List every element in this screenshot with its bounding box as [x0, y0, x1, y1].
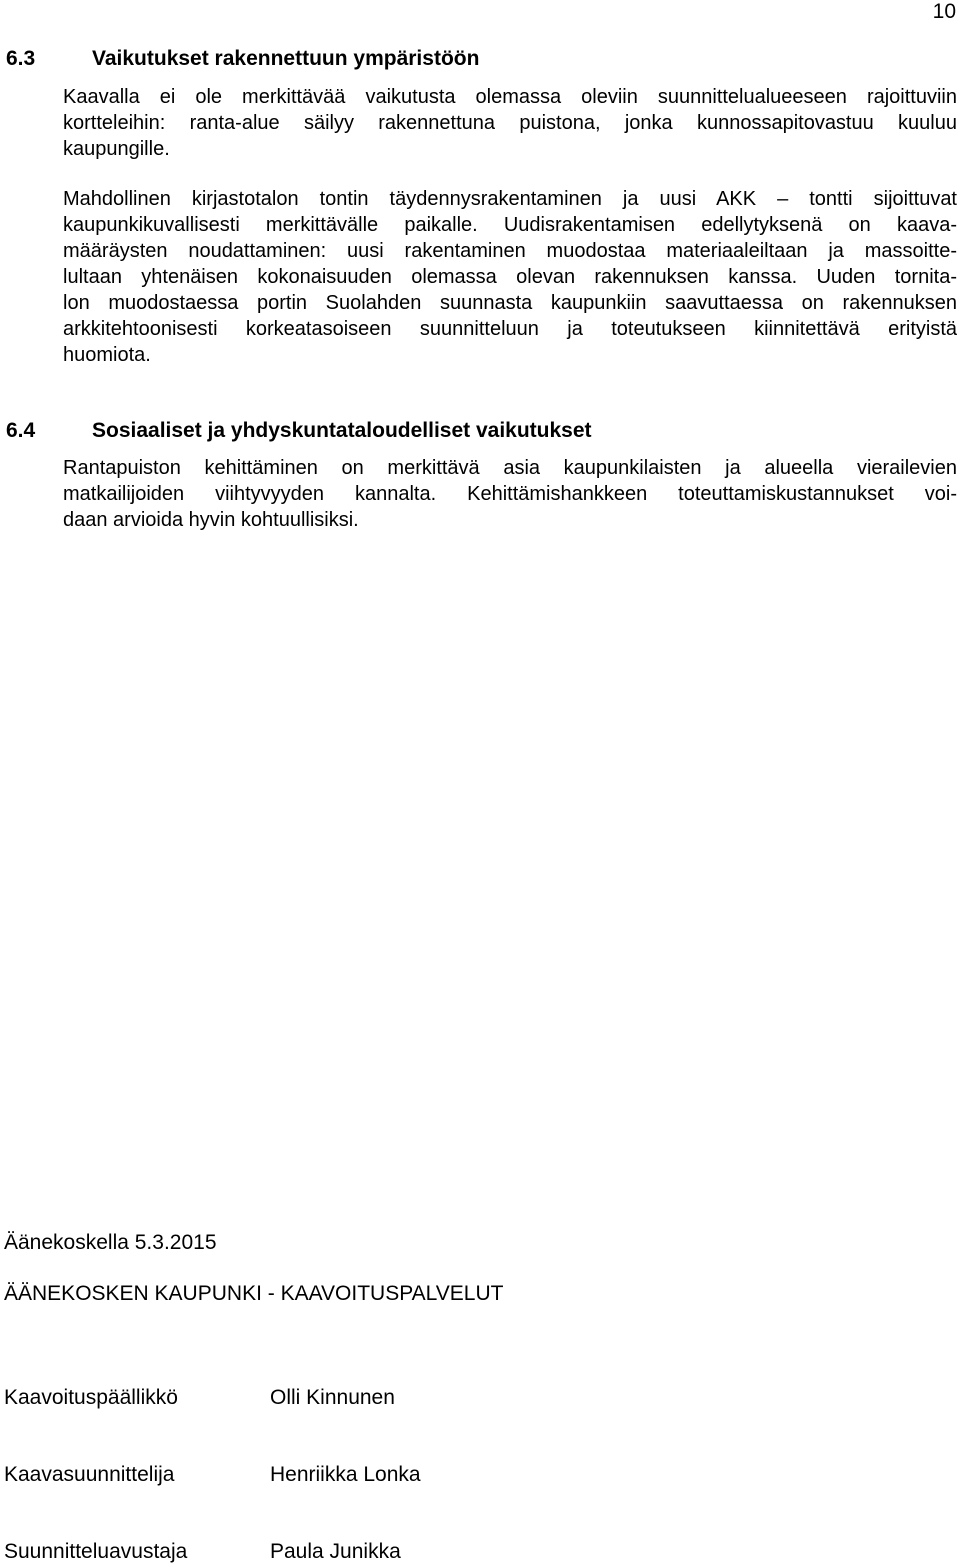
paragraph-line: matkailijoiden viihtyvyyden kannalta. Kehittämishankkeen toteuttamiskustannukset voi- — [63, 483, 957, 505]
paragraph-6-4-1 — [63, 455, 957, 533]
paragraph-line: kaupungille. — [63, 138, 170, 160]
page-number: 10 — [932, 0, 956, 23]
paragraph-line: lultaan yhtenäisen kokonaisuuden olemassa olevan rakennuksen kanssa. Uuden tornita- — [63, 266, 957, 288]
signatory-role: Kaavoituspäällikkö — [4, 1386, 178, 1409]
paragraph-6-3-1 — [63, 84, 957, 162]
paragraph-line: Mahdollinen kirjastotalon tontin täydennysrakentaminen ja uusi AKK – tontti sijoittuvat — [63, 188, 957, 210]
paragraph-line: määräysten noudattaminen: uusi rakentaminen muodostaa materiaaleiltaan ja massoitte- — [63, 240, 957, 262]
signatory-name: Henriikka Lonka — [270, 1463, 421, 1486]
paragraph-line: arkkitehtoonisesti korkeatasoiseen suunnitteluun ja toteutukseen kiinnitettävä erityistä — [63, 318, 957, 340]
paragraph-line: huomiota. — [63, 344, 151, 366]
organization-name: ÄÄNEKOSKEN KAUPUNKI - KAAVOITUSPALVELUT — [4, 1282, 504, 1305]
section-title: Vaikutukset rakennettuun ympäristöön — [92, 47, 480, 70]
paragraph-line: daan arvioida hyvin kohtuullisiksi. — [63, 509, 359, 531]
section-heading-6-3 — [6, 46, 479, 72]
signatory-name: Paula Junikka — [270, 1540, 401, 1563]
section-title: Sosiaaliset ja yhdyskuntataloudelliset vaikutukset — [92, 419, 592, 442]
paragraph-line: lon muodostaessa portin Suolahden suunnasta kaupunkiin saavuttaessa on rakennuksen — [63, 292, 957, 314]
signatory-role: Kaavasuunnittelija — [4, 1463, 175, 1486]
signatory-role: Suunnitteluavustaja — [4, 1540, 188, 1563]
section-heading-6-4 — [6, 418, 592, 444]
paragraph-6-3-2 — [63, 186, 957, 368]
place-date: Äänekoskella 5.3.2015 — [4, 1231, 217, 1254]
signatory-name: Olli Kinnunen — [270, 1386, 395, 1409]
paragraph-line: kaupunkikuvallisesti merkittävälle paikalle. Uudisrakentamisen edellytyksenä on kaava- — [63, 214, 957, 236]
section-number: 6.4 — [6, 419, 36, 442]
section-number: 6.3 — [6, 47, 36, 70]
paragraph-line: kortteleihin: ranta-alue säilyy rakennettuna puistona, jonka kunnossapitovastuu kuuluu — [63, 112, 957, 134]
paragraph-line: Kaavalla ei ole merkittävää vaikutusta olemassa oleviin suunnittelualueeseen rajoittuviin — [63, 86, 957, 108]
paragraph-line: Rantapuiston kehittäminen on merkittävä asia kaupunkilaisten ja alueella vierailevien — [63, 457, 957, 479]
